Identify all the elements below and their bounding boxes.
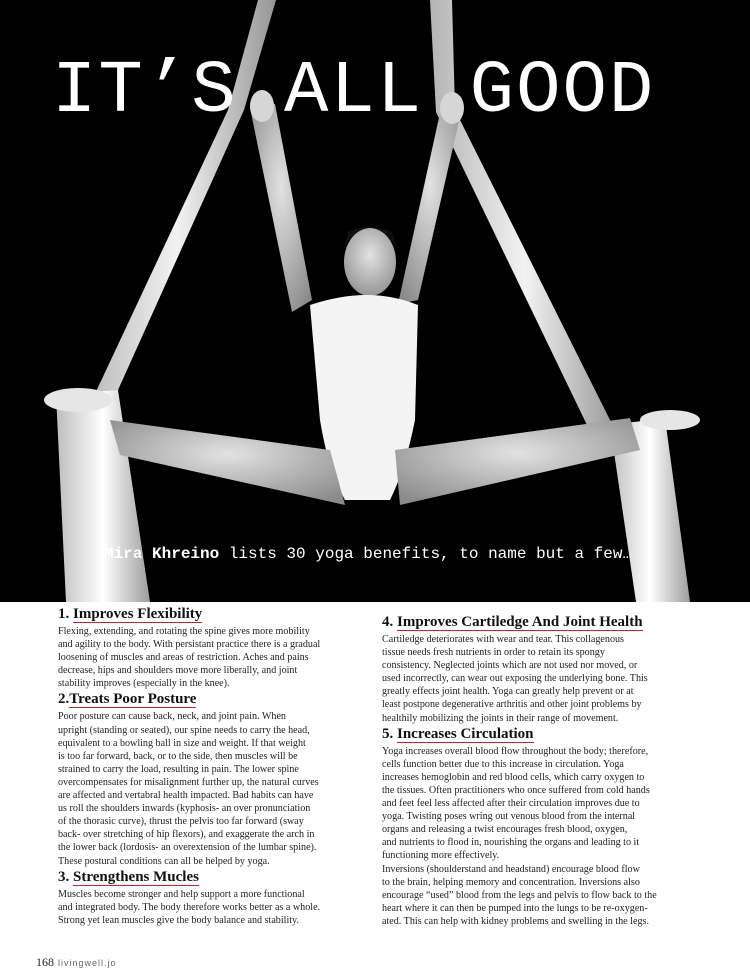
subhead-text: lists 30 yoga benefits, to name but a few… xyxy=(219,545,633,563)
author-name: Mira Khreino xyxy=(104,545,220,563)
subhead xyxy=(104,545,632,563)
section-title-text: Increases Circulation xyxy=(397,725,534,742)
section-posture xyxy=(58,690,364,867)
section-title xyxy=(58,605,364,623)
headline: IT’S ALL GOOD xyxy=(52,50,656,134)
site-name: livingwell.jo xyxy=(58,958,117,968)
section-body: Flexing, extending, and rotating the spine gives more mobility and agility to the body. With persistant practice there is a gradual loosening of muscles and areas of restriction. Aches and pains decrease, hips and shoulders move more liberally, and joint stability improves (especially in the knee). xyxy=(58,626,321,690)
section-number: 2. xyxy=(58,691,70,708)
section-cartiledge xyxy=(382,613,692,725)
section-body: Yoga increases overall blood flow throughout the body; therefore, cells function better due to this increase in circulation. Yoga increases hemoglobin and red blood cells, which carry oxygen to the tissues. Often practitioners who once suffered from cold hands and feet feel less affected after their circulation improves due to yoga. Twisting poses wring out venous blood from the internal organs and releasing a twist encourages fresh blood, oxygen, and nutrients to flood in, nourishing the organs and leading to it functioning more effectively. Inversions (shoulderstand and headstand) encourage blood flow to the brain, helping memory and concentration. Inversions also encourage “used” blood from the legs and pelvis to flow back to the heart where it can then be pumped into the lungs to be re-oxygen- ated. This can help with kidney problems and swelling in the legs. xyxy=(382,745,657,927)
section-number: 3. xyxy=(58,868,70,885)
page-number: 168 xyxy=(36,955,54,969)
section-body: Muscles become stronger and help support a more functional and integrated body. The body therefore works better as a whole. Strong yet lean muscles give the body balance and stability. xyxy=(58,888,321,926)
section-title-text: Improves Flexibility xyxy=(73,606,203,622)
section-body: Cartiledge deteriorates with wear and tear. This collagenous tissue needs fresh nutrients in order to retain its spongy consistency. Neglected joints which are not used nor moved, or used incorrectly, can wear out exposing the underlying bone. This greatly effects joint health. Yoga can greatly help prevent or at least postpone degenerative arthritis and other joint problems by healthily mobilizing the joints in their range of movement. xyxy=(382,634,648,724)
section-title xyxy=(58,690,364,708)
page-footer xyxy=(36,955,117,970)
right-column xyxy=(382,613,692,928)
section-body: Poor posture can cause back, neck, and joint pain. When upright (standing or seated), our spine needs to carry the head, equivalent to a bowling ball in size and weight. If that weight is too far forward, back, or to the side, then muscles will be strained to carry the load, resulting in pain. The lower spine overcompensates for misalignment further up, the natural curves are affected and vertabral health impacted. Bad habits can have us roll the shoulders inwards (kyphosis- an over pronunciation of the thorasic curve), thrust the pelvis too far forward (sway back- over stretching of hip flexors), and exaggerate the arch in the lower back (lordosis- an overextension of the lumbar spine). These postural conditions can all be helped by yoga. xyxy=(58,711,319,867)
section-title xyxy=(382,613,692,631)
left-column xyxy=(58,605,364,927)
section-number: 1. xyxy=(58,606,70,622)
section-title xyxy=(58,868,364,886)
section-muscles xyxy=(58,868,364,927)
section-title-text: Improves Cartiledge And Joint Health xyxy=(397,614,643,630)
section-number: 5. xyxy=(382,725,394,742)
section-title-text: Strengthens Mucles xyxy=(73,868,199,885)
section-flexibility xyxy=(58,605,364,690)
section-title xyxy=(382,725,692,743)
section-number: 4. xyxy=(382,614,394,630)
section-title-text: Treats Poor Posture xyxy=(69,691,197,708)
section-circulation xyxy=(382,725,692,928)
